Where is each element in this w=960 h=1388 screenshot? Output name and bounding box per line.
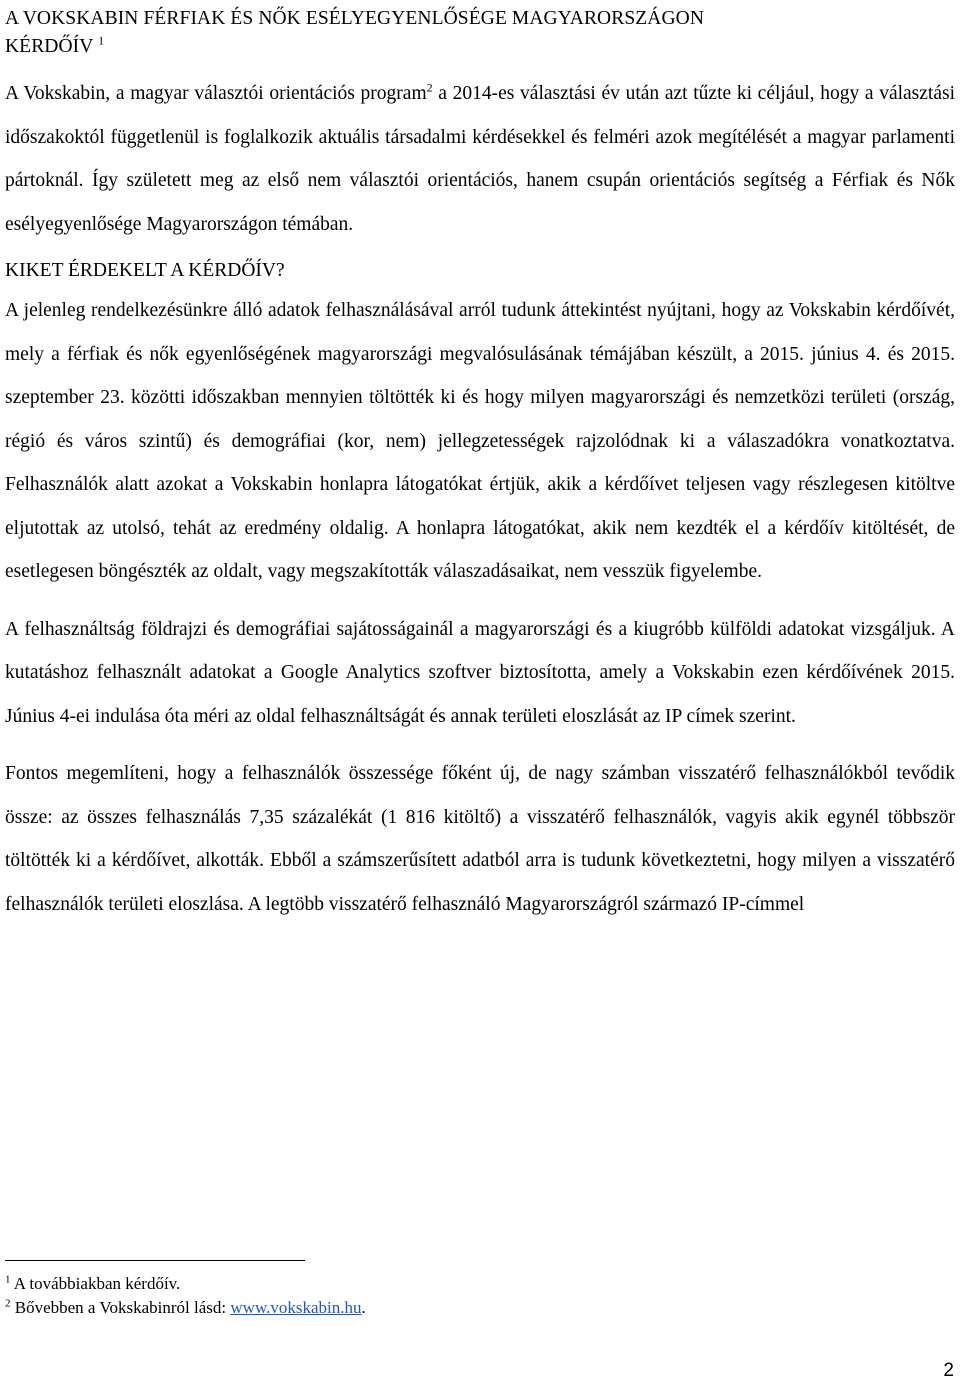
footnote-2-ref: 2 (5, 1297, 11, 1310)
title-line-2: KÉRDŐÍV (5, 36, 94, 57)
footnote-1-ref: 1 (5, 1273, 11, 1286)
intro-part-2: a 2014-es választási év után azt tűzte ki céljául, hogy a választási időszakoktól függetlenül is foglalkozik aktuális társadalmi kérdésekkel és felméri azok megítélését a magyar parlamenti pártoknál. Így született meg az első nem választói orientációs, hanem csupán orientációs segítség a Férfiak és Nők esélyegyenlősége Magyarországon témában. (5, 83, 956, 235)
page-number: 2 (943, 1360, 954, 1381)
intro-footnote-ref: 2 (426, 80, 433, 95)
footnote-2-after: . (361, 1298, 366, 1317)
document-page (5, 0, 955, 926)
title-footnote-ref: 1 (98, 33, 105, 48)
title-line-1: A VOKSKABIN FÉRFIAK ÉS NŐK ESÉLYEGYENLŐSÉGE MAGYARORSZÁGON (5, 8, 705, 29)
body-paragraph-3: Fontos megemlíteni, hogy a felhasználók összessége főként új, de nagy számban visszatérő felhasználókból tevődik össze: az összes felhasználás 7,35 százalékát (1 816 kitöltő) a visszatérő felhasználók, vagyis akik egynél többször töltötték ki a kérdőívet, alkották. Ebből a számszerűsített adatból arra is tudunk következtetni, hogy milyen a visszatérő felhasználók területi eloszlása. A legtöbb visszatérő felhasználó Magyarországról származó IP-címmel (5, 763, 955, 915)
vokskabin-link[interactable]: www.vokskabin.hu (230, 1298, 362, 1317)
footnote-1 (5, 1272, 945, 1296)
body-paragraph-2: A felhasználtság földrajzi és demográfiai sajátosságainál a magyarországi és a kiugróbb külföldi adatokat vizsgáljuk. A kutatáshoz felhasznált adatokat a Google Analytics szoftver biztosította, amely a Vokskabin ezen kérdőívének 2015. Június 4-ei indulása óta méri az oldal felhasználtságát és annak területi eloszlását az IP címek szerint. (5, 618, 955, 727)
footnote-divider (5, 1260, 305, 1261)
footnote-1-text: A továbbiakban kérdőív. (10, 1274, 181, 1293)
section-heading: KIKET ÉRDEKELT A KÉRDŐÍV? (5, 260, 285, 281)
intro-paragraph (5, 72, 955, 246)
body-paragraph-1: A jelenleg rendelkezésünkre álló adatok felhasználásával arról tudunk áttekintést nyújtani, hogy az Vokskabin kérdőívét, mely a férfiak és nők egyenlőségének magyarországi megvalósulásának témájában készült, a 2015. június 4. és 2015. szeptember 23. közötti időszakban mennyien töltötték ki és hogy milyen magyarországi és nemzetközi területi (ország, régió és város szintű) és demográfiai (kor, nem) jellegzetességek rajzolódnak ki a válaszadókra vonatkoztatva. Felhasználók alatt azokat a Vokskabin honlapra látogatókat értjük, akik a kérdőívet teljesen vagy részlegesen kitöltve eljutottak az utolsó, tehát az eredmény oldalig. A honlapra látogatókat, akik nem kezdték el a kérdőív kitöltését, de esetlegesen böngészték az oldalt, vagy megszakították válaszadásaikat, nem vesszük figyelembe. (5, 300, 955, 582)
footnote-2-text: Bővebben a Vokskabinról lásd: (10, 1298, 231, 1317)
footnotes (5, 1272, 945, 1320)
footnote-2 (5, 1296, 945, 1320)
intro-part-1: A Vokskabin, a magyar választói orientációs program (5, 83, 427, 104)
document-title (5, 5, 955, 61)
